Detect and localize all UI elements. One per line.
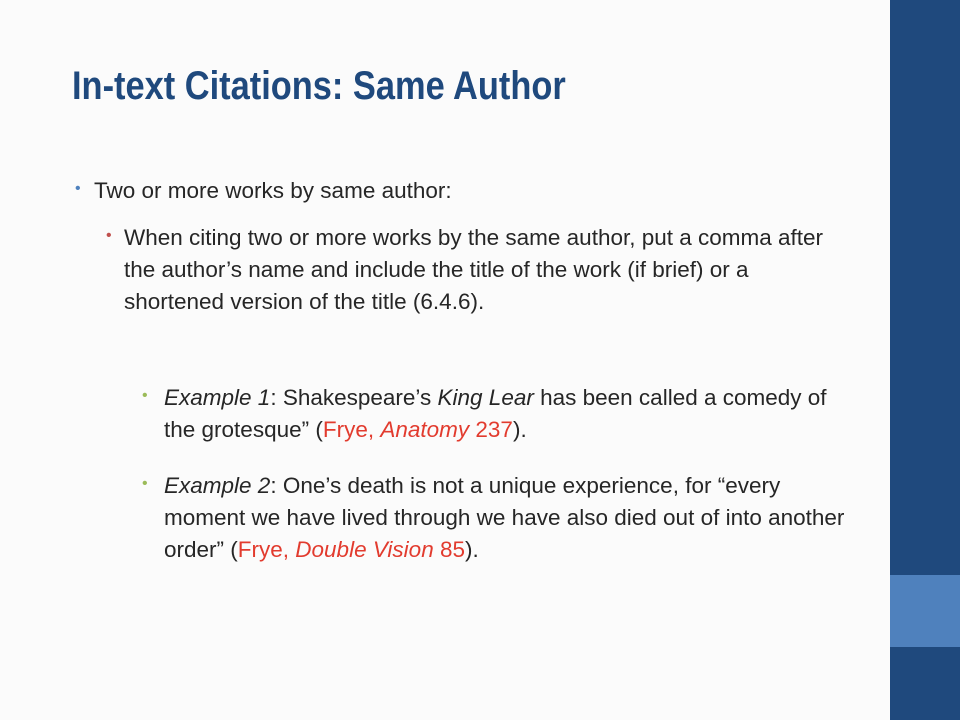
- side-bar-accent: [890, 575, 960, 647]
- bullet-level1-text: Two or more works by same author:: [94, 178, 452, 203]
- example-1: [164, 382, 844, 446]
- example-1-text-after: has been called a comedy of the grotesque” (: [164, 385, 827, 442]
- example-1-separator: :: [270, 385, 283, 410]
- bullet-example-1: •: [142, 387, 148, 404]
- bullet-level1: •: [75, 180, 81, 197]
- example-1-citation-author: Frye,: [322, 417, 381, 442]
- bullet-level2-text: When citing two or more works by the same author, put a comma after the author’s name and include the title of the work (if brief) or a shortened version of the title (6.4.6).: [124, 225, 824, 314]
- example-2-label: Example 2: [164, 473, 271, 498]
- example-1-work-title: King Lear: [437, 385, 534, 410]
- slide-title: In-text Citations: Same Author: [72, 64, 566, 108]
- example-2-citation-work: Double Vision: [295, 537, 434, 562]
- example-1-citation-page: 237: [469, 417, 513, 442]
- example-1-citation-work: Anatomy: [380, 417, 470, 442]
- example-2-text: One’s death is not a unique experience, for “every moment we have lived through we have also died out of into another order” (: [164, 473, 845, 562]
- example-2: [164, 470, 864, 566]
- example-2-separator: :: [270, 473, 283, 498]
- example-2-closing: ).: [465, 537, 479, 562]
- bullet-example-2: •: [142, 475, 148, 492]
- bullet-level2: •: [106, 227, 112, 244]
- example-1-text-before: Shakespeare’s: [282, 385, 438, 410]
- example-2-citation-author: Frye,: [237, 537, 296, 562]
- example-1-closing: ).: [512, 417, 527, 442]
- example-1-label: Example 1: [164, 385, 271, 410]
- example-2-citation-page: 85: [433, 537, 465, 562]
